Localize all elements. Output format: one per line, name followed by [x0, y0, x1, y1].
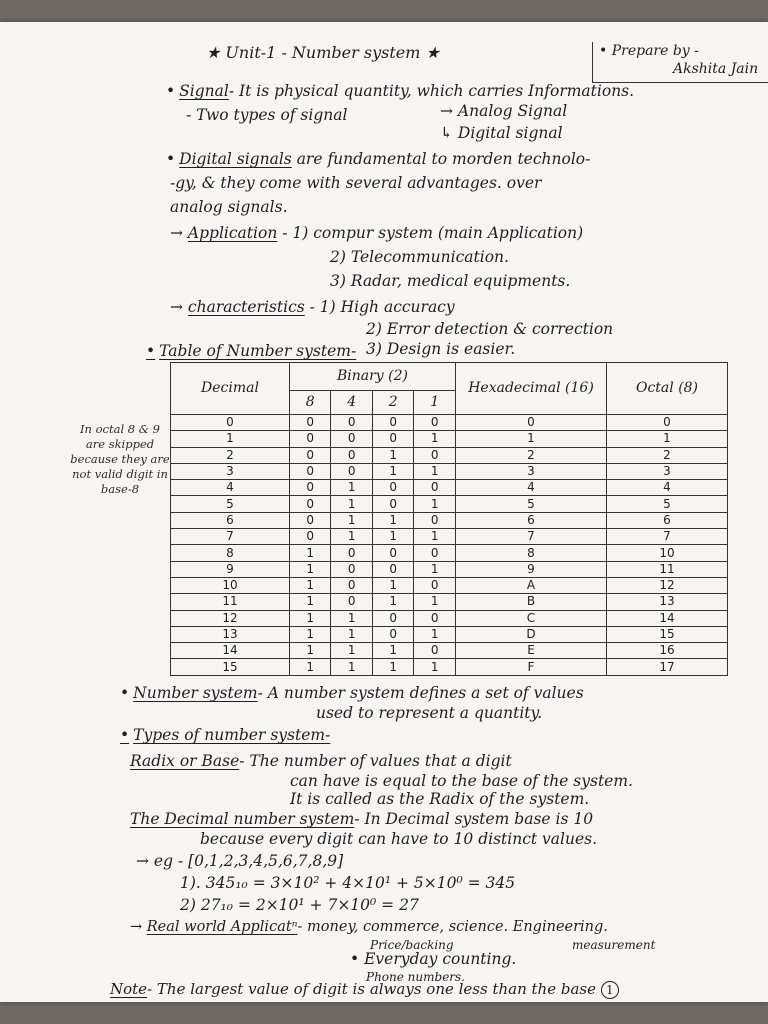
table-row — [171, 415, 728, 431]
bit4-cell: 1 — [331, 480, 372, 496]
number-system-label: Number system — [133, 684, 258, 702]
binary-header: Binary (2) — [290, 363, 456, 391]
bit8-cell: 1 — [290, 643, 331, 659]
decimal-cell: 6 — [171, 512, 290, 528]
bit8-cell: 0 — [290, 447, 331, 463]
bit1-cell: 0 — [414, 643, 456, 659]
digital-text-2: -gy, & they come with several advantages. over — [170, 174, 542, 192]
table-row — [171, 610, 728, 626]
table-row — [171, 561, 728, 577]
page-number: 1 — [601, 981, 619, 999]
bit8-cell: 0 — [290, 463, 331, 479]
bit2-cell: 0 — [372, 496, 413, 512]
bit-4-header: 4 — [331, 391, 372, 415]
bit2-cell: 1 — [372, 577, 413, 593]
example-1: 1). 345₁₀ = 3×10² + 4×10¹ + 5×10⁰ = 345 — [180, 874, 516, 892]
decimal-system-line — [130, 810, 593, 828]
bit1-cell: 1 — [414, 496, 456, 512]
bit4-cell: 0 — [331, 545, 372, 561]
hex-cell: 8 — [456, 545, 607, 561]
bit-1-header: 1 — [414, 391, 456, 415]
table-row — [171, 431, 728, 447]
octal-cell: 7 — [607, 529, 728, 545]
bit1-cell: 1 — [414, 431, 456, 447]
decimal-cell: 14 — [171, 643, 290, 659]
decimal-system-label: The Decimal number system — [130, 810, 355, 828]
bit8-cell: 1 — [290, 659, 331, 675]
bit2-cell: 0 — [372, 610, 413, 626]
application-1: - 1) compur system (main Application) — [282, 224, 584, 242]
table-row — [171, 594, 728, 610]
bit2-cell: 1 — [372, 659, 413, 675]
hex-cell: 2 — [456, 447, 607, 463]
application-label: Application — [187, 224, 278, 242]
table-heading: • Table of Number system- — [146, 342, 356, 360]
bit1-cell: 0 — [414, 447, 456, 463]
characteristic-1: - 1) High accuracy — [309, 298, 455, 316]
application-2: 2) Telecommunication. — [330, 248, 509, 266]
characteristics-label: characteristics — [187, 298, 305, 316]
digital-text-3: analog signals. — [170, 198, 288, 216]
decimal-example: → eg - [0,1,2,3,4,5,6,7,8,9] — [136, 852, 344, 870]
note-text: - The largest value of digit is always one less than the base — [147, 980, 596, 998]
octal-cell: 15 — [607, 626, 728, 642]
bit2-cell: 1 — [372, 529, 413, 545]
bit2-cell: 1 — [372, 512, 413, 528]
bit2-cell: 1 — [372, 463, 413, 479]
bit8-cell: 0 — [290, 512, 331, 528]
radix-text-3: It is called as the Radix of the system. — [290, 790, 590, 808]
bit4-cell: 1 — [331, 643, 372, 659]
everyday-counting: • Everyday counting. — [350, 950, 517, 968]
table-row — [171, 480, 728, 496]
radix-text-2: can have is equal to the base of the system. — [290, 772, 633, 790]
bit8-cell: 0 — [290, 415, 331, 431]
hex-cell: 1 — [456, 431, 607, 447]
bit4-cell: 1 — [331, 529, 372, 545]
decimal-cell: 0 — [171, 415, 290, 431]
radix-line — [130, 752, 512, 770]
bit2-cell: 0 — [372, 480, 413, 496]
table-row — [171, 626, 728, 642]
decimal-cell: 7 — [171, 529, 290, 545]
table-row — [171, 659, 728, 675]
digital-label: Digital signals — [179, 150, 292, 168]
octal-cell: 3 — [607, 463, 728, 479]
real-world-label: Real world Applicatⁿ — [146, 919, 298, 935]
table-row — [171, 447, 728, 463]
bit4-cell: 0 — [331, 431, 372, 447]
hex-cell: 4 — [456, 480, 607, 496]
bit1-cell: 0 — [414, 480, 456, 496]
hex-cell: B — [456, 594, 607, 610]
bit-2-header: 2 — [372, 391, 413, 415]
hex-cell: F — [456, 659, 607, 675]
decimal-cell: 10 — [171, 577, 290, 593]
decimal-cell: 5 — [171, 496, 290, 512]
bit1-cell: 1 — [414, 659, 456, 675]
hex-cell: 3 — [456, 463, 607, 479]
hex-cell: E — [456, 643, 607, 659]
octal-cell: 17 — [607, 659, 728, 675]
characteristic-2: 2) Error detection & correction — [366, 320, 614, 338]
decimal-cell: 8 — [171, 545, 290, 561]
hex-cell: 6 — [456, 512, 607, 528]
bit2-cell: 1 — [372, 643, 413, 659]
signal-line — [166, 82, 634, 100]
bit1-cell: 1 — [414, 594, 456, 610]
bit4-cell: 1 — [331, 610, 372, 626]
octal-cell: 4 — [607, 480, 728, 496]
hex-cell: C — [456, 610, 607, 626]
application-3: 3) Radar, medical equipments. — [330, 272, 571, 290]
bit4-cell: 1 — [331, 512, 372, 528]
digital-text-1: are fundamental to morden technolo- — [296, 150, 591, 168]
bit1-cell: 0 — [414, 415, 456, 431]
octal-cell: 5 — [607, 496, 728, 512]
hex-cell: 9 — [456, 561, 607, 577]
bit2-cell: 0 — [372, 415, 413, 431]
decimal-system-text-2: because every digit can have to 10 distinct values. — [200, 830, 598, 848]
two-types: - Two types of signal — [186, 106, 348, 124]
bit1-cell: 1 — [414, 561, 456, 577]
octal-cell: 11 — [607, 561, 728, 577]
bit4-cell: 0 — [331, 415, 372, 431]
types-heading: • Types of number system- — [120, 726, 330, 744]
signal-label: Signal — [179, 82, 229, 100]
decimal-cell: 11 — [171, 594, 290, 610]
bit4-cell: 0 — [331, 577, 372, 593]
hex-cell: A — [456, 577, 607, 593]
phone-numbers: Phone numbers. — [366, 970, 465, 984]
bit4-cell: 0 — [331, 463, 372, 479]
bit4-cell: 1 — [331, 659, 372, 675]
octal-cell: 16 — [607, 643, 728, 659]
table-row — [171, 529, 728, 545]
decimal-cell: 3 — [171, 463, 290, 479]
octal-cell: 12 — [607, 577, 728, 593]
decimal-header: Decimal — [171, 363, 290, 415]
bit4-cell: 0 — [331, 594, 372, 610]
table-body — [171, 415, 728, 676]
bit8-cell: 0 — [290, 496, 331, 512]
bit1-cell: 1 — [414, 463, 456, 479]
table-row — [171, 496, 728, 512]
radix-text-1: - The number of values that a digit — [239, 752, 512, 770]
table-row — [171, 643, 728, 659]
bit2-cell: 1 — [372, 447, 413, 463]
bit1-cell: 0 — [414, 577, 456, 593]
note-line — [110, 980, 619, 999]
bit8-cell: 1 — [290, 577, 331, 593]
bit4-cell: 0 — [331, 561, 372, 577]
bit1-cell: 1 — [414, 529, 456, 545]
hex-header: Hexadecimal (16) — [456, 363, 607, 415]
bit2-cell: 0 — [372, 561, 413, 577]
prepared-by-label: • Prepare by - — [599, 43, 699, 59]
digital-type: ↳ Digital signal — [440, 124, 563, 142]
digital-line-1 — [166, 150, 590, 168]
decimal-cell: 1 — [171, 431, 290, 447]
example-2: 2) 27₁₀ = 2×10¹ + 7×10⁰ = 27 — [180, 896, 419, 914]
decimal-cell: 13 — [171, 626, 290, 642]
octal-header: Octal (8) — [607, 363, 728, 415]
real-world-line: → Real world Applicatⁿ- money, commerce, science. Engineering. — [130, 919, 608, 935]
number-system-table — [170, 362, 728, 676]
notebook-page — [0, 22, 768, 1002]
bit1-cell: 0 — [414, 610, 456, 626]
hex-cell: 7 — [456, 529, 607, 545]
table-row — [171, 512, 728, 528]
bit1-cell: 0 — [414, 545, 456, 561]
bit4-cell: 1 — [331, 496, 372, 512]
table-row — [171, 577, 728, 593]
octal-cell: 6 — [607, 512, 728, 528]
octal-cell: 1 — [607, 431, 728, 447]
analog-type: → Analog Signal — [440, 102, 568, 120]
radix-label: Radix or Base — [130, 752, 240, 770]
octal-cell: 2 — [607, 447, 728, 463]
real-world-sub-2: measurement — [572, 938, 656, 952]
bit2-cell: 1 — [372, 594, 413, 610]
characteristic-3: 3) Design is easier. — [366, 340, 516, 358]
bit8-cell: 1 — [290, 626, 331, 642]
real-world-sub-1: Price/backing — [370, 938, 454, 952]
bit2-cell: 0 — [372, 626, 413, 642]
bit8-cell: 1 — [290, 561, 331, 577]
decimal-cell: 2 — [171, 447, 290, 463]
octal-side-note: In octal 8 & 9 are skipped because they are not valid digit in base-8 — [70, 422, 170, 496]
hex-cell: 5 — [456, 496, 607, 512]
decimal-system-text-1: - In Decimal system base is 10 — [354, 810, 594, 828]
octal-cell: 14 — [607, 610, 728, 626]
decimal-cell: 15 — [171, 659, 290, 675]
octal-cell: 10 — [607, 545, 728, 561]
hex-cell: 0 — [456, 415, 607, 431]
characteristics-line: → characteristics - 1) High accuracy — [170, 298, 455, 316]
decimal-cell: 9 — [171, 561, 290, 577]
real-world-text: - money, commerce, science. Engineering. — [297, 919, 608, 935]
number-system-text-2: used to represent a quantity. — [316, 704, 543, 722]
number-system-text-1: - A number system defines a set of values — [257, 684, 584, 702]
hex-cell: D — [456, 626, 607, 642]
octal-cell: 0 — [607, 415, 728, 431]
bit4-cell: 0 — [331, 447, 372, 463]
table-row — [171, 463, 728, 479]
number-system-line — [120, 684, 584, 702]
bit8-cell: 0 — [290, 529, 331, 545]
bit8-cell: 0 — [290, 480, 331, 496]
table-row — [171, 545, 728, 561]
bit2-cell: 0 — [372, 431, 413, 447]
page-title: ★ Unit-1 - Number system ★ — [206, 43, 440, 62]
bit8-cell: 0 — [290, 431, 331, 447]
octal-cell: 13 — [607, 594, 728, 610]
bit8-cell: 1 — [290, 610, 331, 626]
decimal-cell: 12 — [171, 610, 290, 626]
author-name: Akshita Jain — [673, 61, 759, 77]
bit1-cell: 0 — [414, 512, 456, 528]
decimal-cell: 4 — [171, 480, 290, 496]
application-line: → Application - 1) compur system (main Application) — [170, 224, 584, 242]
bit8-cell: 1 — [290, 545, 331, 561]
bit1-cell: 1 — [414, 626, 456, 642]
bit4-cell: 1 — [331, 626, 372, 642]
prepared-by-box — [592, 42, 768, 83]
bit-8-header: 8 — [290, 391, 331, 415]
signal-text: - It is physical quantity, which carries Informations. — [228, 82, 635, 100]
bit8-cell: 1 — [290, 594, 331, 610]
note-label: Note — [110, 980, 148, 998]
bit2-cell: 0 — [372, 545, 413, 561]
